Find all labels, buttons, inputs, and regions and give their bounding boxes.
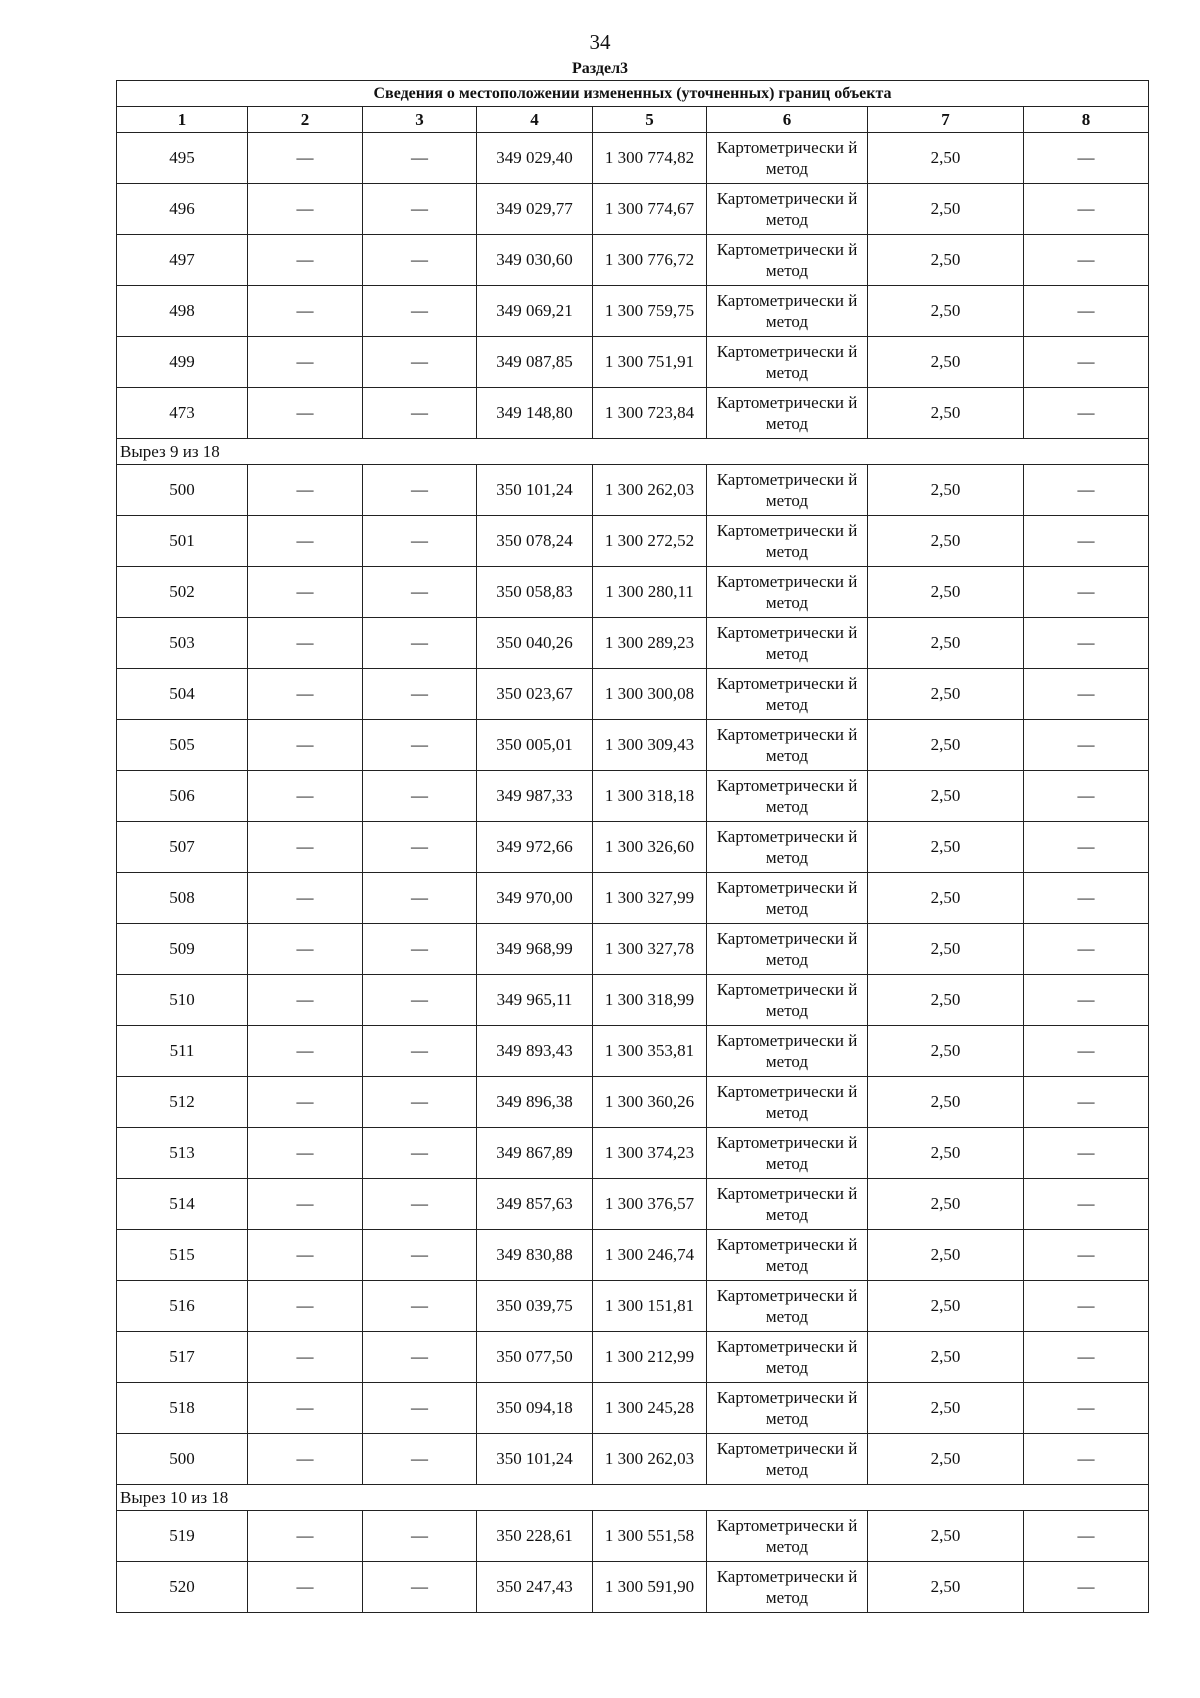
cell-col-2: —: [248, 1077, 363, 1128]
method-cell: Картометрически й метод: [707, 1077, 868, 1128]
table-row: [117, 1383, 1149, 1434]
table-row: [117, 465, 1149, 516]
group-label: Вырез 10 из 18: [117, 1485, 1149, 1511]
cell-col-3: —: [363, 873, 477, 924]
coordinate-x: 349 987,33: [477, 771, 593, 822]
cell-col-8: —: [1024, 1332, 1149, 1383]
method-cell: Картометрически й метод: [707, 465, 868, 516]
method-cell: Картометрически й метод: [707, 720, 868, 771]
coordinate-y: 1 300 272,52: [593, 516, 707, 567]
method-cell: Картометрически й метод: [707, 1230, 868, 1281]
cell-col-3: —: [363, 720, 477, 771]
cell-col-3: —: [363, 286, 477, 337]
cell-col-8: —: [1024, 873, 1149, 924]
table-row: [117, 388, 1149, 439]
table-row: [117, 924, 1149, 975]
method-cell: Картометрически й метод: [707, 184, 868, 235]
cell-col-8: —: [1024, 337, 1149, 388]
column-number-row: [117, 107, 1149, 133]
point-number: 517: [117, 1332, 248, 1383]
cell-col-8: —: [1024, 1179, 1149, 1230]
cell-col-8: —: [1024, 975, 1149, 1026]
cell-col-8: —: [1024, 1511, 1149, 1562]
cell-col-3: —: [363, 337, 477, 388]
coordinate-y: 1 300 774,67: [593, 184, 707, 235]
accuracy-cell: 2,50: [868, 1128, 1024, 1179]
cell-col-3: —: [363, 1511, 477, 1562]
coordinate-y: 1 300 262,03: [593, 465, 707, 516]
coordinate-y: 1 300 353,81: [593, 1026, 707, 1077]
method-cell: Картометрически й метод: [707, 516, 868, 567]
cell-col-3: —: [363, 1562, 477, 1613]
point-number: 509: [117, 924, 248, 975]
method-cell: Картометрически й метод: [707, 133, 868, 184]
cell-col-8: —: [1024, 1434, 1149, 1485]
accuracy-cell: 2,50: [868, 184, 1024, 235]
table-row: [117, 822, 1149, 873]
column-number: 5: [593, 107, 707, 133]
method-cell: Картометрически й метод: [707, 1562, 868, 1613]
point-number: 519: [117, 1511, 248, 1562]
coordinate-x: 349 857,63: [477, 1179, 593, 1230]
cell-col-3: —: [363, 1383, 477, 1434]
table-row: [117, 1026, 1149, 1077]
accuracy-cell: 2,50: [868, 1332, 1024, 1383]
coordinate-y: 1 300 318,18: [593, 771, 707, 822]
method-cell: Картометрически й метод: [707, 873, 868, 924]
accuracy-cell: 2,50: [868, 720, 1024, 771]
coordinate-x: 349 148,80: [477, 388, 593, 439]
coordinate-x: 349 972,66: [477, 822, 593, 873]
coordinate-x: 350 247,43: [477, 1562, 593, 1613]
cell-col-8: —: [1024, 771, 1149, 822]
cell-col-2: —: [248, 184, 363, 235]
accuracy-cell: 2,50: [868, 975, 1024, 1026]
point-number: 497: [117, 235, 248, 286]
table-row: [117, 1332, 1149, 1383]
cell-col-8: —: [1024, 516, 1149, 567]
coordinate-x: 349 069,21: [477, 286, 593, 337]
point-number: 504: [117, 669, 248, 720]
cell-col-3: —: [363, 465, 477, 516]
cell-col-2: —: [248, 720, 363, 771]
point-number: 507: [117, 822, 248, 873]
cell-col-8: —: [1024, 924, 1149, 975]
table-body: [117, 81, 1149, 1613]
cell-col-8: —: [1024, 1383, 1149, 1434]
method-cell: Картометрически й метод: [707, 975, 868, 1026]
cell-col-3: —: [363, 1026, 477, 1077]
cell-col-8: —: [1024, 286, 1149, 337]
column-number: 2: [248, 107, 363, 133]
table-row: [117, 286, 1149, 337]
accuracy-cell: 2,50: [868, 286, 1024, 337]
cell-col-2: —: [248, 1434, 363, 1485]
accuracy-cell: 2,50: [868, 618, 1024, 669]
accuracy-cell: 2,50: [868, 567, 1024, 618]
coordinate-x: 350 039,75: [477, 1281, 593, 1332]
cell-col-8: —: [1024, 1281, 1149, 1332]
coordinate-y: 1 300 751,91: [593, 337, 707, 388]
accuracy-cell: 2,50: [868, 1383, 1024, 1434]
coordinate-y: 1 300 360,26: [593, 1077, 707, 1128]
point-number: 495: [117, 133, 248, 184]
table-row: [117, 1128, 1149, 1179]
table-row: [117, 720, 1149, 771]
point-number: 515: [117, 1230, 248, 1281]
coordinate-y: 1 300 723,84: [593, 388, 707, 439]
method-cell: Картометрически й метод: [707, 1128, 868, 1179]
column-number: 4: [477, 107, 593, 133]
cell-col-2: —: [248, 1230, 363, 1281]
coordinate-x: 349 867,89: [477, 1128, 593, 1179]
table-row: [117, 235, 1149, 286]
cell-col-8: —: [1024, 1026, 1149, 1077]
coordinate-x: 349 968,99: [477, 924, 593, 975]
cell-col-3: —: [363, 924, 477, 975]
coordinate-x: 350 040,26: [477, 618, 593, 669]
cell-col-2: —: [248, 618, 363, 669]
table-row: [117, 618, 1149, 669]
coordinate-x: 349 965,11: [477, 975, 593, 1026]
table-row: [117, 771, 1149, 822]
column-number: 8: [1024, 107, 1149, 133]
table-row: [117, 184, 1149, 235]
method-cell: Картометрически й метод: [707, 1281, 868, 1332]
group-row: [117, 439, 1149, 465]
cell-col-3: —: [363, 669, 477, 720]
accuracy-cell: 2,50: [868, 1281, 1024, 1332]
cell-col-3: —: [363, 133, 477, 184]
coordinate-y: 1 300 280,11: [593, 567, 707, 618]
cell-col-2: —: [248, 1281, 363, 1332]
accuracy-cell: 2,50: [868, 1230, 1024, 1281]
coordinate-y: 1 300 245,28: [593, 1383, 707, 1434]
coordinate-x: 350 101,24: [477, 1434, 593, 1485]
point-number: 500: [117, 1434, 248, 1485]
method-cell: Картометрически й метод: [707, 1511, 868, 1562]
table-row: [117, 669, 1149, 720]
cell-col-2: —: [248, 822, 363, 873]
page-number: 34: [589, 30, 611, 54]
cell-col-3: —: [363, 1281, 477, 1332]
accuracy-cell: 2,50: [868, 873, 1024, 924]
coordinate-y: 1 300 300,08: [593, 669, 707, 720]
point-number: 518: [117, 1383, 248, 1434]
cell-col-3: —: [363, 1434, 477, 1485]
point-number: 473: [117, 388, 248, 439]
cell-col-3: —: [363, 1179, 477, 1230]
cell-col-8: —: [1024, 720, 1149, 771]
accuracy-cell: 2,50: [868, 822, 1024, 873]
cell-col-2: —: [248, 465, 363, 516]
method-cell: Картометрически й метод: [707, 669, 868, 720]
method-cell: Картометрически й метод: [707, 822, 868, 873]
point-number: 511: [117, 1026, 248, 1077]
table-caption-row: [117, 81, 1149, 107]
coordinate-x: 350 023,67: [477, 669, 593, 720]
table-row: [117, 567, 1149, 618]
accuracy-cell: 2,50: [868, 337, 1024, 388]
point-number: 506: [117, 771, 248, 822]
coordinate-y: 1 300 327,78: [593, 924, 707, 975]
section-title: Раздел3: [571, 60, 629, 77]
cell-col-8: —: [1024, 618, 1149, 669]
cell-col-3: —: [363, 1230, 477, 1281]
cell-col-8: —: [1024, 1230, 1149, 1281]
cell-col-8: —: [1024, 465, 1149, 516]
cell-col-8: —: [1024, 822, 1149, 873]
cell-col-3: —: [363, 822, 477, 873]
point-number: 510: [117, 975, 248, 1026]
coordinate-x: 350 005,01: [477, 720, 593, 771]
method-cell: Картометрически й метод: [707, 1383, 868, 1434]
cell-col-3: —: [363, 1128, 477, 1179]
cell-col-3: —: [363, 975, 477, 1026]
coordinate-y: 1 300 246,74: [593, 1230, 707, 1281]
cell-col-3: —: [363, 618, 477, 669]
method-cell: Картометрически й метод: [707, 618, 868, 669]
method-cell: Картометрически й метод: [707, 567, 868, 618]
table-row: [117, 1511, 1149, 1562]
boundary-coordinates-table: [116, 80, 1149, 1613]
point-number: 499: [117, 337, 248, 388]
table-row: [117, 1230, 1149, 1281]
method-cell: Картометрически й метод: [707, 1026, 868, 1077]
accuracy-cell: 2,50: [868, 1077, 1024, 1128]
table-row: [117, 1179, 1149, 1230]
coordinate-y: 1 300 591,90: [593, 1562, 707, 1613]
coordinate-x: 349 830,88: [477, 1230, 593, 1281]
accuracy-cell: 2,50: [868, 516, 1024, 567]
cell-col-2: —: [248, 1332, 363, 1383]
cell-col-2: —: [248, 286, 363, 337]
coordinate-y: 1 300 326,60: [593, 822, 707, 873]
table-row: [117, 975, 1149, 1026]
coordinate-y: 1 300 376,57: [593, 1179, 707, 1230]
coordinate-y: 1 300 212,99: [593, 1332, 707, 1383]
method-cell: Картометрически й метод: [707, 1434, 868, 1485]
cell-col-3: —: [363, 516, 477, 567]
coordinate-y: 1 300 262,03: [593, 1434, 707, 1485]
method-cell: Картометрически й метод: [707, 771, 868, 822]
cell-col-8: —: [1024, 1562, 1149, 1613]
point-number: 508: [117, 873, 248, 924]
cell-col-8: —: [1024, 133, 1149, 184]
coordinate-x: 350 094,18: [477, 1383, 593, 1434]
accuracy-cell: 2,50: [868, 669, 1024, 720]
accuracy-cell: 2,50: [868, 771, 1024, 822]
table-row: [117, 133, 1149, 184]
point-number: 505: [117, 720, 248, 771]
column-number: 1: [117, 107, 248, 133]
coordinate-x: 349 893,43: [477, 1026, 593, 1077]
cell-col-2: —: [248, 1511, 363, 1562]
cell-col-2: —: [248, 1179, 363, 1230]
cell-col-8: —: [1024, 184, 1149, 235]
accuracy-cell: 2,50: [868, 1179, 1024, 1230]
cell-col-8: —: [1024, 235, 1149, 286]
point-number: 500: [117, 465, 248, 516]
coordinate-y: 1 300 289,23: [593, 618, 707, 669]
cell-col-3: —: [363, 388, 477, 439]
group-row: [117, 1485, 1149, 1511]
table-row: [117, 1077, 1149, 1128]
point-number: 512: [117, 1077, 248, 1128]
cell-col-2: —: [248, 924, 363, 975]
accuracy-cell: 2,50: [868, 133, 1024, 184]
accuracy-cell: 2,50: [868, 1511, 1024, 1562]
coordinate-y: 1 300 309,43: [593, 720, 707, 771]
accuracy-cell: 2,50: [868, 388, 1024, 439]
cell-col-3: —: [363, 1332, 477, 1383]
accuracy-cell: 2,50: [868, 1026, 1024, 1077]
point-number: 503: [117, 618, 248, 669]
cell-col-8: —: [1024, 388, 1149, 439]
cell-col-8: —: [1024, 567, 1149, 618]
cell-col-2: —: [248, 1026, 363, 1077]
accuracy-cell: 2,50: [868, 465, 1024, 516]
coordinate-x: 349 896,38: [477, 1077, 593, 1128]
point-number: 520: [117, 1562, 248, 1613]
table-row: [117, 1562, 1149, 1613]
coordinate-x: 350 101,24: [477, 465, 593, 516]
coordinate-x: 349 029,40: [477, 133, 593, 184]
cell-col-3: —: [363, 235, 477, 286]
coordinate-y: 1 300 551,58: [593, 1511, 707, 1562]
coordinate-x: 349 029,77: [477, 184, 593, 235]
cell-col-2: —: [248, 337, 363, 388]
cell-col-3: —: [363, 567, 477, 618]
coordinate-y: 1 300 151,81: [593, 1281, 707, 1332]
coordinate-y: 1 300 776,72: [593, 235, 707, 286]
cell-col-2: —: [248, 771, 363, 822]
method-cell: Картометрически й метод: [707, 924, 868, 975]
cell-col-8: —: [1024, 669, 1149, 720]
cell-col-2: —: [248, 873, 363, 924]
cell-col-2: —: [248, 975, 363, 1026]
cell-col-2: —: [248, 516, 363, 567]
cell-col-2: —: [248, 235, 363, 286]
coordinate-y: 1 300 374,23: [593, 1128, 707, 1179]
method-cell: Картометрически й метод: [707, 235, 868, 286]
cell-col-2: —: [248, 133, 363, 184]
point-number: 513: [117, 1128, 248, 1179]
point-number: 502: [117, 567, 248, 618]
table-row: [117, 1281, 1149, 1332]
cell-col-2: —: [248, 1562, 363, 1613]
table-row: [117, 337, 1149, 388]
method-cell: Картометрически й метод: [707, 1332, 868, 1383]
cell-col-2: —: [248, 388, 363, 439]
coordinate-x: 350 228,61: [477, 1511, 593, 1562]
cell-col-8: —: [1024, 1128, 1149, 1179]
coordinate-x: 350 078,24: [477, 516, 593, 567]
table-caption: Сведения о местоположении измененных (уточненных) границ объекта: [117, 81, 1149, 107]
cell-col-8: —: [1024, 1077, 1149, 1128]
coordinate-x: 349 087,85: [477, 337, 593, 388]
group-label: Вырез 9 из 18: [117, 439, 1149, 465]
cell-col-3: —: [363, 1077, 477, 1128]
method-cell: Картометрически й метод: [707, 1179, 868, 1230]
coordinate-x: 349 030,60: [477, 235, 593, 286]
method-cell: Картометрически й метод: [707, 388, 868, 439]
coordinate-x: 349 970,00: [477, 873, 593, 924]
point-number: 498: [117, 286, 248, 337]
column-number: 7: [868, 107, 1024, 133]
coordinate-x: 350 077,50: [477, 1332, 593, 1383]
coordinate-y: 1 300 327,99: [593, 873, 707, 924]
cell-col-3: —: [363, 771, 477, 822]
table-row: [117, 1434, 1149, 1485]
point-number: 516: [117, 1281, 248, 1332]
cell-col-2: —: [248, 1383, 363, 1434]
accuracy-cell: 2,50: [868, 1434, 1024, 1485]
coordinate-y: 1 300 774,82: [593, 133, 707, 184]
cell-col-2: —: [248, 669, 363, 720]
coordinate-y: 1 300 318,99: [593, 975, 707, 1026]
column-number: 6: [707, 107, 868, 133]
accuracy-cell: 2,50: [868, 924, 1024, 975]
method-cell: Картометрически й метод: [707, 286, 868, 337]
cell-col-3: —: [363, 184, 477, 235]
method-cell: Картометрически й метод: [707, 337, 868, 388]
coordinate-x: 350 058,83: [477, 567, 593, 618]
cell-col-2: —: [248, 1128, 363, 1179]
point-number: 501: [117, 516, 248, 567]
point-number: 514: [117, 1179, 248, 1230]
coordinate-y: 1 300 759,75: [593, 286, 707, 337]
table-row: [117, 873, 1149, 924]
accuracy-cell: 2,50: [868, 235, 1024, 286]
table-row: [117, 516, 1149, 567]
accuracy-cell: 2,50: [868, 1562, 1024, 1613]
column-number: 3: [363, 107, 477, 133]
cell-col-2: —: [248, 567, 363, 618]
point-number: 496: [117, 184, 248, 235]
